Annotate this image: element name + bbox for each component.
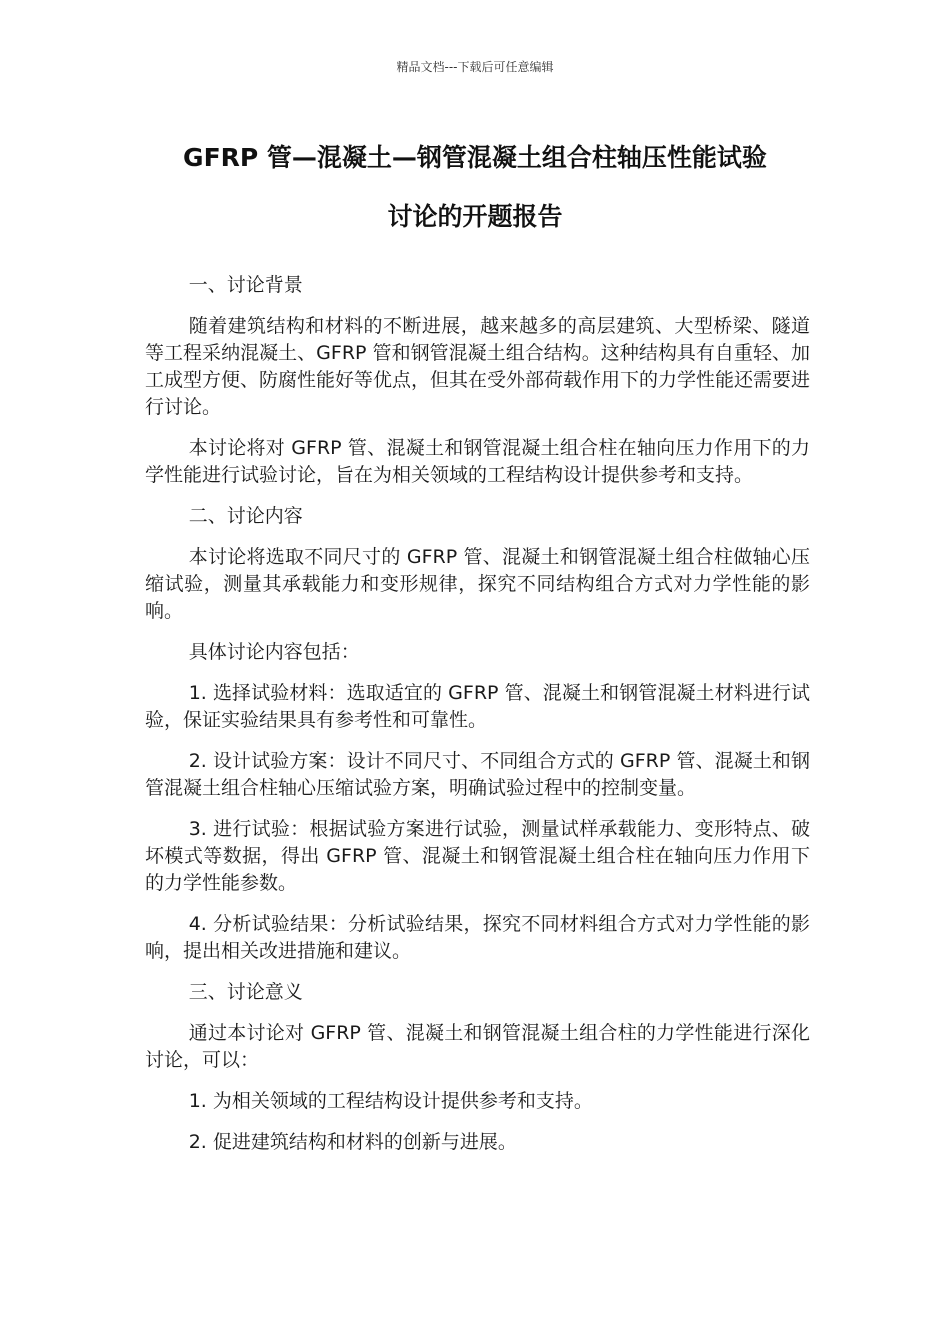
list-item-significance-1: 1. 为相关领域的工程结构设计提供参考和支持。: [188, 1090, 593, 1112]
document-title-line-1: GFRP 管—混凝土—钢管混凝土组合柱轴压性能试验: [183, 143, 767, 172]
list-item-content-2: 2. 设计试验方案：设计不同尺寸、不同组合方式的 GFRP 管、混凝土和钢管混凝土组合柱轴心压缩试验方案，明确试验过程中的控制变量。: [145, 750, 810, 799]
list-item-content-4: 4. 分析试验结果：分析试验结果，探究不同材料组合方式对力学性能的影响，提出相关改进措施和建议。: [145, 913, 810, 962]
paragraph-content-intro: 具体讨论内容包括：: [188, 641, 360, 663]
paragraph-purpose: 本讨论将对 GFRP 管、混凝土和钢管混凝土组合柱在轴向压力作用下的力学性能进行试验讨论，旨在为相关领域的工程结构设计提供参考和支持。: [145, 437, 810, 486]
list-item-content-3: 3. 进行试验：根据试验方案进行试验，测量试样承载能力、变形特点、破坏模式等数据，得出 GFRP 管、混凝土和钢管混凝土组合柱在轴向压力作用下的力学性能参数。: [145, 818, 810, 894]
paragraph-content: 本讨论将选取不同尺寸的 GFRP 管、混凝土和钢管混凝土组合柱做轴心压缩试验，测量其承载能力和变形规律，探究不同结构组合方式对力学性能的影响。: [145, 546, 810, 622]
paragraph-background: 随着建筑结构和材料的不断进展，越来越多的高层建筑、大型桥梁、隧道等工程采纳混凝土、GFRP 管和钢管混凝土组合结构。这种结构具有自重轻、加工成型方便、防腐性能好等优点，但其在受外部荷载作用下的力学性能还需要进行讨论。: [145, 315, 811, 418]
list-item-content-1: 1. 选择试验材料：选取适宜的 GFRP 管、混凝土和钢管混凝土材料进行试验，保证实验结果具有参考性和可靠性。: [145, 682, 810, 731]
document-title-line-2: 讨论的开题报告: [387, 202, 563, 231]
document-body: [145, 272, 810, 1170]
section-heading-content: 二、讨论内容: [188, 505, 303, 527]
list-item-significance-2: 2. 促进建筑结构和材料的创新与进展。: [188, 1131, 517, 1153]
page-header-note: 精品文档---下载后可任意编辑: [396, 60, 554, 74]
section-heading-background: 一、讨论背景: [188, 274, 303, 296]
paragraph-significance: 通过本讨论对 GFRP 管、混凝土和钢管混凝土组合柱的力学性能进行深化讨论，可以：: [145, 1022, 810, 1071]
section-heading-significance: 三、讨论意义: [188, 981, 303, 1003]
